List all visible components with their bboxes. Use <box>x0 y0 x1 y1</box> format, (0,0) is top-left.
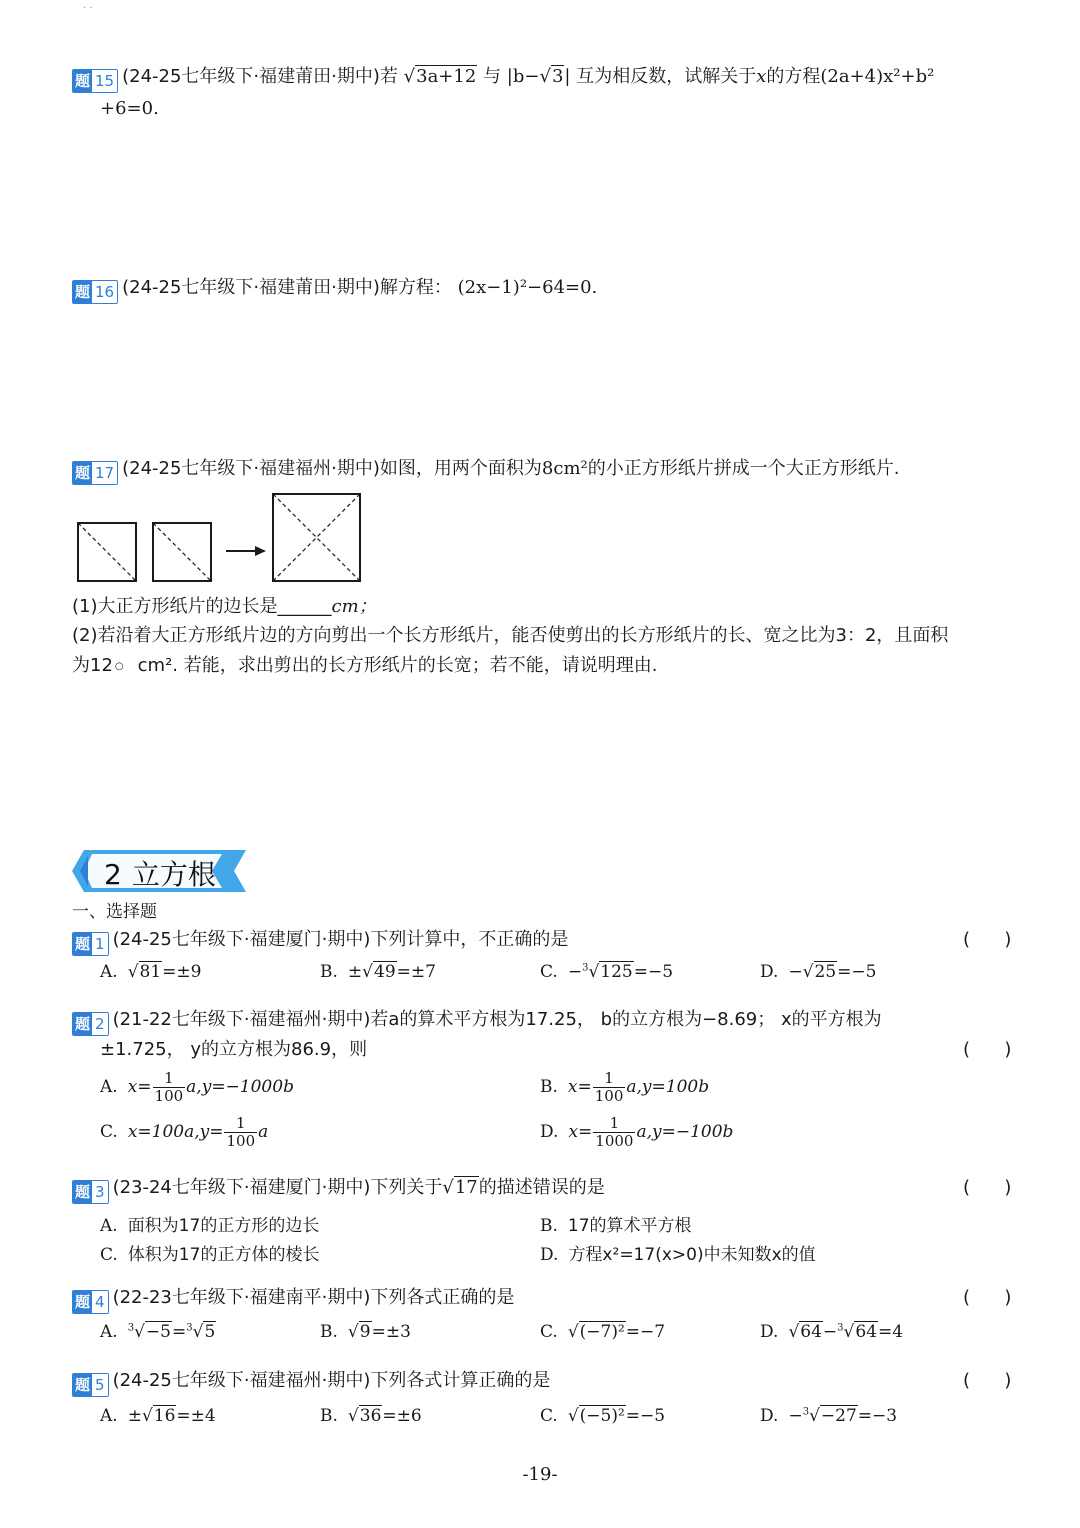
question-tag: 题 1 <box>72 932 109 956</box>
question-tag: 题 17 <box>72 461 118 485</box>
question-tag: 题 16 <box>72 280 118 304</box>
question-tag: 题 5 <box>72 1373 109 1397</box>
question-15: 题 15 (24-25七年级下·福建莆田·期中)若 √3a+12 与 |b−√3| 互为相反数，试解关于x的方程(2a+4)x²+b² <box>72 62 934 93</box>
answer-parentheses[interactable]: ( ) <box>963 1177 1012 1198</box>
option-d[interactable]: D. √64−$^3$√64=4 <box>760 1322 904 1342</box>
question-tag: 题 4 <box>72 1290 109 1314</box>
question-17-part2-line2: 为12 ○ cm². 若能，求出剪出的长方形纸片的长宽；若不能，请说明理由. <box>72 655 658 676</box>
option-c[interactable]: C. √(−7)²=−7 <box>540 1322 666 1342</box>
section-subtitle: 一、选择题 <box>72 902 157 922</box>
blot-mark: ○ <box>114 661 124 672</box>
question-tag: 题 15 <box>72 69 118 93</box>
choice-question-4: 题 4 (22-23七年级下·福建南平·期中)下列各式正确的是 <box>72 1283 514 1314</box>
choice-question-2-line2: ±1.725， y的立方根为86.9，则 <box>100 1039 368 1060</box>
option-b[interactable]: B. 17的算术平方根 <box>540 1216 692 1236</box>
question-tag: 题 2 <box>72 1012 109 1036</box>
choice-question-3: 题 3 (23-24七年级下·福建厦门·期中)下列关于√17的描述错误的是 <box>72 1173 605 1204</box>
question-source: (24-25七年级下·福建福州·期中) <box>122 458 380 479</box>
small-square-right <box>153 523 211 581</box>
option-c[interactable]: C. x=100a,y= $\frac{1}{100}$ a <box>100 1114 269 1150</box>
option-a[interactable]: A. x= $\frac{1}{100}$ a,y=−1000b <box>100 1069 294 1105</box>
section-title: 2 立方根 <box>104 858 216 891</box>
option-a[interactable]: A. 面积为17的正方形的边长 <box>100 1216 320 1236</box>
option-d[interactable]: D. −$^3$√−27=−3 <box>760 1406 898 1426</box>
option-d[interactable]: D. 方程x²=17(x>0)中未知数x的值 <box>540 1245 816 1265</box>
question-source: (24-25七年级下·福建莆田·期中) <box>122 66 380 87</box>
choice-question-5: 题 5 (24-25七年级下·福建福州·期中)下列各式计算正确的是 <box>72 1366 550 1397</box>
question-tag: 题 3 <box>72 1180 109 1204</box>
option-c[interactable]: C. −$^3$√125=−5 <box>540 962 674 982</box>
option-b[interactable]: B. x= $\frac{1}{100}$ a,y=100b <box>540 1069 710 1105</box>
answer-parentheses[interactable]: ( ) <box>963 1039 1012 1060</box>
answer-blank[interactable]: ______ <box>277 596 332 617</box>
scan-marks: . . <box>83 0 93 11</box>
option-d[interactable]: D. −√25=−5 <box>760 962 877 982</box>
question-17-part2-line1: (2)若沿着大正方形纸片边的方向剪出一个长方形纸片，能否使剪出的长方形纸片的长、宽之比为3：2，且面积 <box>72 625 949 646</box>
page-number: -19- <box>522 1464 558 1485</box>
option-b[interactable]: B. √36=±6 <box>320 1406 422 1426</box>
option-b[interactable]: B. √9=±3 <box>320 1322 411 1342</box>
question-15-line2: +6=0. <box>100 98 159 119</box>
question-17-part1: (1)大正方形纸片的边长是______cm； <box>72 596 377 617</box>
choice-question-1: 题 1 (24-25七年级下·福建厦门·期中)下列计算中，不正确的是 <box>72 925 568 956</box>
option-c[interactable]: C. 体积为17的正方体的棱长 <box>100 1245 320 1265</box>
choice-question-2: 题 2 (21-22七年级下·福建福州·期中)若a的算术平方根为17.25， b的立方根为−8.69； x的平方根为 <box>72 1005 882 1036</box>
option-c[interactable]: C. √(−5)²=−5 <box>540 1406 666 1426</box>
large-square <box>273 494 360 581</box>
question-source: (24-25七年级下·福建莆田·期中) <box>122 277 380 298</box>
option-d[interactable]: D. x= $\frac{1}{1000}$ a,y=−100b <box>540 1114 734 1150</box>
answer-parentheses[interactable]: ( ) <box>963 1370 1012 1391</box>
answer-parentheses[interactable]: ( ) <box>963 1287 1012 1308</box>
question-16: 题 16 (24-25七年级下·福建莆田·期中)解方程： (2x−1)²−64=0. <box>72 273 597 304</box>
option-a[interactable]: A. √81=±9 <box>100 962 202 982</box>
option-a[interactable]: A. $^3$√−5=$^3$√5 <box>100 1322 216 1342</box>
option-b[interactable]: B. ±√49=±7 <box>320 962 436 982</box>
option-a[interactable]: A. ±√16=±4 <box>100 1406 216 1426</box>
square-pieces-figure <box>76 492 366 586</box>
question-17: 题 17 (24-25七年级下·福建福州·期中)如图，用两个面积为8cm²的小正方形纸片拼成一个大正方形纸片. <box>72 454 899 485</box>
answer-parentheses[interactable]: ( ) <box>963 929 1012 950</box>
small-square-left <box>78 523 136 581</box>
